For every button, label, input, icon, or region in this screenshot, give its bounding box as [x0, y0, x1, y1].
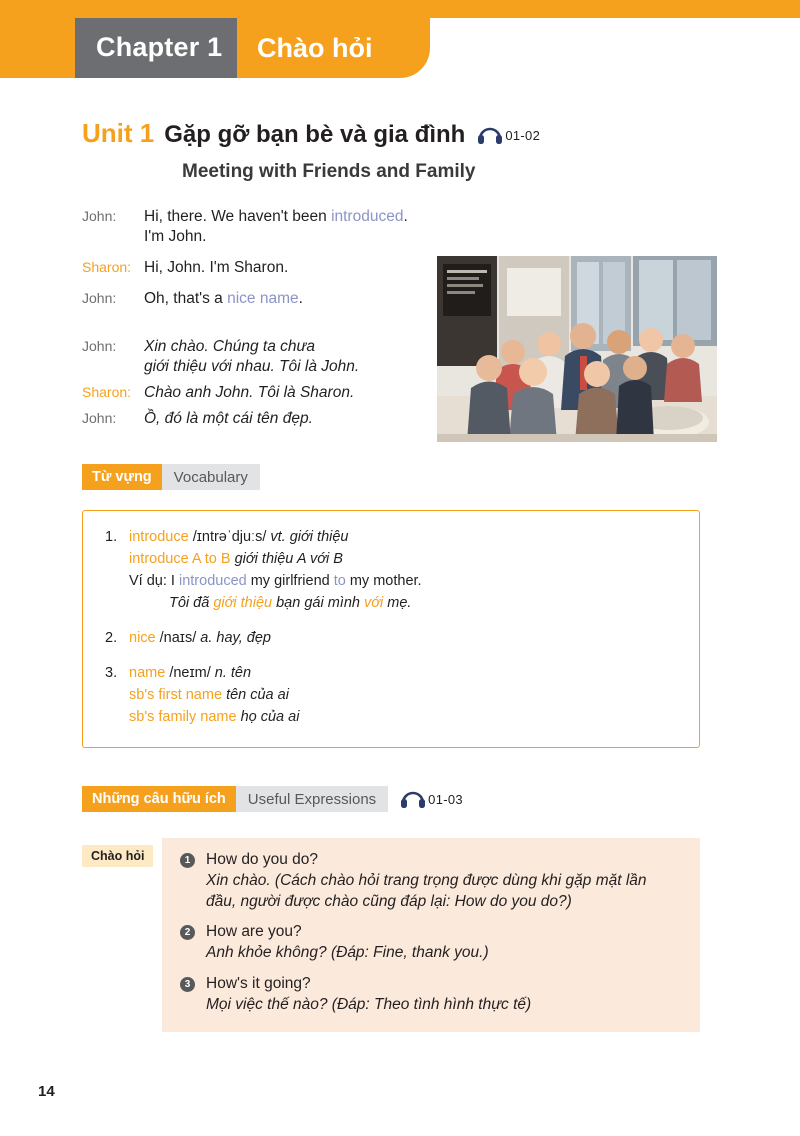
dialogue-text: Xin chào. Chúng ta chưa giới thiệu với nhau. Tôi là John. — [144, 337, 360, 375]
vocabulary-pos: n. — [214, 665, 227, 682]
example-mid: my girlfriend — [246, 573, 334, 590]
vocabulary-meaning: tên — [230, 665, 252, 682]
expression-item — [162, 912, 700, 964]
vocabulary-meaning: hay, đẹp — [216, 630, 271, 647]
expression-vietnamese: Xin chào. (Cách chào hỏi trang trọng được dùng khi gặp mặt lần đầu, người được chào cũng đáp lại: How do you do?) — [206, 871, 647, 910]
vocabulary-meaning: giới thiệu — [289, 529, 349, 545]
vocabulary-pos: a. — [200, 630, 213, 647]
vocabulary-headword-row — [129, 527, 699, 548]
chapter-label: Chapter 1 — [96, 32, 223, 62]
collocation-vi-2: họ của ai — [240, 709, 300, 726]
vocabulary-ipa: /neɪm/ — [169, 665, 211, 682]
expression-item — [162, 838, 700, 912]
vocabulary-collocation — [129, 549, 699, 570]
example-pre: I — [170, 573, 179, 590]
vocabulary-word: introduce — [129, 529, 189, 545]
useful-expressions-panel — [162, 838, 700, 1032]
spacer — [82, 321, 422, 337]
headphone-icon — [477, 126, 503, 144]
expression-number: 3 — [180, 977, 195, 992]
dialogue-line-vi — [82, 383, 422, 403]
dialogue-text: Ồ, đó là một cái tên đẹp. — [144, 409, 313, 427]
example-keyword-2: to — [333, 573, 346, 590]
example-vi-pre: Tôi đã — [169, 595, 214, 612]
expression-vietnamese: Anh khỏe không? (Đáp: Fine, thank you.) — [206, 944, 489, 962]
vocabulary-headword-row — [129, 663, 699, 684]
expression-english: How do you do? — [206, 851, 319, 868]
vocabulary-box — [82, 510, 700, 748]
collocation-en: introduce A to B — [129, 551, 231, 568]
keyword: introduced — [331, 208, 404, 225]
vocabulary-pos: vt. — [270, 529, 286, 545]
collocation-en-2: sb's family name — [129, 709, 237, 726]
expression-vietnamese: Mọi việc thế nào? (Đáp: Theo tình hình thực tế) — [206, 995, 532, 1013]
vocabulary-example-vi — [129, 593, 699, 614]
vocabulary-headword-row — [129, 628, 699, 649]
dialogue-speaker: Sharon: — [82, 383, 132, 400]
example-vi-mid: bạn gái mình — [272, 595, 364, 612]
dialogue-speaker: John: — [82, 290, 117, 307]
top-orange-strip — [0, 0, 800, 18]
useful-expressions-audio-number: 01-03 — [428, 791, 463, 807]
expression-english: How's it going? — [206, 974, 311, 992]
expression-number: 2 — [180, 925, 195, 940]
dialogue-text: Hi, John. I'm Sharon. — [144, 259, 289, 277]
unit-heading — [82, 118, 540, 149]
unit-title-vietnamese: Gặp gỡ bạn bè và gia đình — [164, 121, 466, 148]
unit-title-english: Meeting with Friends and Family — [182, 161, 476, 182]
example-label: Ví dụ: — [129, 573, 167, 590]
dialogue-line — [82, 207, 422, 247]
vocabulary-word: nice — [129, 630, 156, 647]
vocabulary-label-en: Vocabulary — [162, 464, 260, 490]
vocabulary-collocation — [129, 707, 699, 728]
dialogue-speaker: John: — [82, 409, 117, 426]
page-number: 14 — [38, 1083, 55, 1100]
vocabulary-item — [83, 628, 699, 649]
vocabulary-word: name — [129, 665, 166, 682]
vocabulary-item — [83, 527, 699, 614]
expression-item — [162, 964, 700, 1016]
unit-label: Unit 1 — [82, 118, 155, 148]
dialogue-line — [82, 289, 422, 309]
item-number: 1. — [105, 529, 118, 545]
dialogue-line-vi — [82, 337, 422, 377]
collocation-vi: tên của ai — [226, 687, 289, 704]
expression-english: How are you? — [206, 923, 302, 941]
vocabulary-section-header — [82, 464, 260, 490]
useful-expressions-label-en: Useful Expressions — [236, 786, 388, 812]
vocabulary-label-vi: Từ vựng — [82, 464, 162, 490]
chapter-title: Chào hỏi — [257, 33, 373, 63]
vocabulary-ipa: /naɪs/ — [159, 630, 197, 647]
expression-number: 1 — [180, 853, 195, 868]
dialogue-line-vi — [82, 409, 422, 429]
vocabulary-example — [129, 571, 699, 592]
lesson-photo — [437, 256, 717, 442]
expression-category-tag: Chào hỏi — [82, 845, 153, 867]
useful-expressions-label-vi: Những câu hữu ích — [82, 786, 236, 812]
vocabulary-list — [83, 511, 699, 728]
example-vi-post: mẹ. — [383, 595, 412, 612]
vocabulary-item — [83, 663, 699, 728]
dialogue-speaker: John: — [82, 337, 117, 354]
dialogue-line — [82, 258, 422, 278]
useful-expressions-header — [82, 786, 463, 812]
dialogue-text: Hi, there. We haven't been introduced. I'm John. — [144, 208, 408, 246]
example-keyword: introduced — [178, 573, 247, 590]
keyword: nice name — [227, 290, 299, 308]
collocation-en: sb's first name — [129, 687, 223, 704]
vocabulary-collocation — [129, 685, 699, 706]
dialogue-block — [82, 207, 422, 435]
headphone-icon — [400, 790, 426, 808]
item-number: 3. — [105, 665, 118, 682]
example-post: my mother. — [345, 573, 422, 590]
example-vi-keyword: giới thiệu — [213, 595, 273, 612]
dialogue-speaker: John: — [82, 208, 117, 224]
useful-expressions-audio-track — [400, 786, 463, 812]
collocation-vi: giới thiệu A với B — [234, 551, 343, 568]
example-vi-keyword-2: với — [364, 595, 384, 612]
unit-audio-track — [477, 126, 540, 144]
dialogue-speaker: Sharon: — [82, 259, 132, 276]
item-number: 2. — [105, 630, 118, 647]
unit-audio-number: 01-02 — [505, 127, 541, 143]
dialogue-text: Oh, that's a nice name. — [144, 290, 303, 308]
vocabulary-ipa: /ɪntrəˈdjuːs/ — [192, 529, 267, 545]
dialogue-text: Chào anh John. Tôi là Sharon. — [144, 383, 355, 401]
